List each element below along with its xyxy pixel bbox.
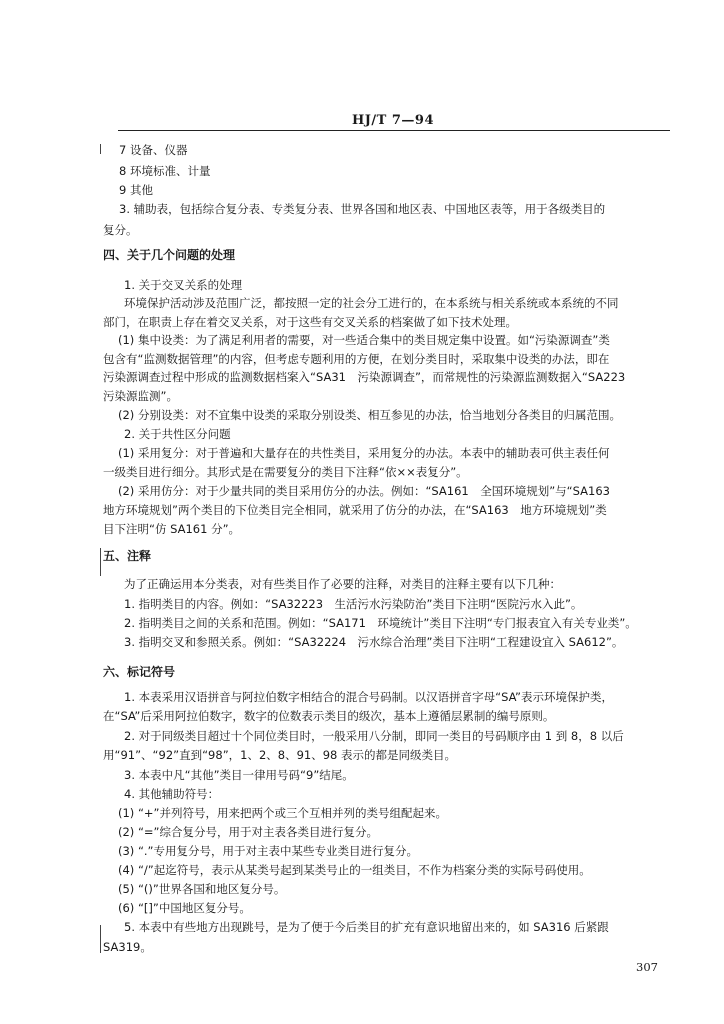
paragraph-line: 环境保护活动涉及范围广泛，都按照一定的社会分工进行的，在本系统与相关系统或本系统的不同 — [124, 296, 619, 310]
page-number: 307 — [636, 960, 658, 974]
paragraph-line: 一级类目进行细分。其形式是在需要复分的类目下注释“依××表复分”。 — [103, 465, 468, 479]
section-heading: 四、关于几个问题的处理 — [103, 248, 236, 262]
list-item: (2) “=”综合复分号，用于对主表各类目进行复分。 — [118, 825, 378, 839]
list-item: (4) “/”起迄符号，表示从某类号起到某类号止的一组类目，不作为档案分类的实际号码使用。 — [118, 863, 591, 877]
paragraph-line: 在“SA”后采用阿拉伯数字，数字的位数表示类目的级次，基本上遵循层累制的编号原则。 — [103, 709, 555, 723]
paragraph-line: 目下注明“仿 SA161 分”。 — [103, 522, 241, 536]
paragraph-line: 包含有“监测数据管理”的内容，但考虑专题利用的方便，在划分类目时，采取集中设类的办法，即在 — [103, 352, 610, 366]
paragraph-line: (2) 采用仿分：对于少量共同的类目采用仿分的办法。例如：“SA161 全国环境规划”与“SA163 — [118, 484, 610, 498]
paragraph-line: 部门，在职责上存在着交叉关系，对于这些有交叉关系的档案做了如下技术处理。 — [103, 315, 517, 329]
paragraph-line: 复分。 — [103, 223, 138, 237]
list-item: 9 其他 — [119, 183, 153, 197]
scan-margin-mark — [100, 144, 101, 154]
list-item: (6) “[]”中国地区复分号。 — [118, 901, 251, 915]
list-item: 3. 指明交叉和参照关系。例如：“SA32224 污水综合治理”类目下注明“工程建设宜入 SA612”。 — [124, 635, 624, 649]
scan-margin-mark — [100, 925, 101, 953]
paragraph-line: 5. 本表中有些地方出现跳号，是为了便于今后类目的扩充有意识地留出来的，如 SA316 后紧跟 — [124, 920, 609, 934]
subsection-heading: 1. 关于交叉关系的处理 — [124, 278, 243, 292]
paragraph-line: (1) 采用复分：对于普遍和大量存在的共性类目，采用复分的办法。本表中的辅助表可供主表任何 — [118, 446, 610, 460]
subsection-heading: 2. 关于共性区分问题 — [124, 427, 231, 441]
paragraph-line: 1. 本表采用汉语拼音与阿拉伯数字相结合的混合号码制。以汉语拼音字母“SA”表示环境保护类， — [124, 690, 613, 704]
list-item: (5) “()”世界各国和地区复分号。 — [118, 882, 286, 896]
paragraph-line: 为了正确运用本分类表，对有些类目作了必要的注释，对类目的注释主要有以下几种： — [124, 577, 561, 591]
list-item: 7 设备、仪器 — [119, 143, 188, 157]
list-item: 8 环境标准、计量 — [119, 164, 211, 178]
list-item: 1. 指明类目的内容。例如：“SA32223 生活污水污染防治”类目下注明“医院污水入此”。 — [124, 597, 583, 611]
list-item: (1) “+”并列符号，用来把两个或三个互相并列的类号组配起来。 — [118, 806, 447, 820]
list-item: 4. 其他辅助符号： — [124, 787, 220, 801]
paragraph-line: 用“91”、“92”直到“98”，1、2、8、91、98 表示的都是同级类目。 — [103, 748, 457, 762]
paragraph-line: 地方环境规划”两个类目的下位类目完全相同，就采用了仿分的办法，在“SA163 地方环境规划”类 — [103, 503, 607, 517]
section-heading: 五、注释 — [103, 549, 152, 563]
paragraph-line: (1) 集中设类：为了满足利用者的需要，对一些适合集中的类目规定集中设置。如“污染源调查”类 — [118, 333, 610, 347]
paragraph-line: 3. 辅助表，包括综合复分表、专类复分表、世界各国和地区表、中国地区表等，用于各级类目的 — [119, 202, 606, 216]
paragraph-line: (2) 分别设类：对不宜集中设类的采取分别设类、相互参见的办法，恰当地划分各类目的归属范围。 — [118, 408, 621, 422]
paragraph-line: 污染源调查过程中形成的监测数据档案入“SA31 污染源调查”，而常规性的污染源监测数据入“SA223 — [103, 370, 626, 384]
page-header: HJ/T 7—94 — [352, 113, 435, 128]
list-item: (3) “.”专用复分号，用于对主表中某些专业类目进行复分。 — [118, 844, 419, 858]
section-heading: 六、标记符号 — [103, 665, 176, 679]
paragraph-line: 污染源监测”。 — [103, 389, 178, 403]
paragraph-line: 2. 对于同级类目超过十个同位类目时，一般采用八分制，即同一类目的号码顺序由 1 到 8，8 以后 — [124, 729, 624, 743]
scan-margin-mark — [100, 548, 101, 576]
list-item: 2. 指明类目之间的关系和范围。例如：“SA171 环境统计”类目下注明“专门报表宜入有关专业类”。 — [124, 616, 637, 630]
list-item: 3. 本表中凡“其他”类目一律用号码“9”结尾。 — [124, 768, 354, 782]
header-rule — [118, 130, 670, 131]
paragraph-line: SA319。 — [103, 940, 152, 954]
